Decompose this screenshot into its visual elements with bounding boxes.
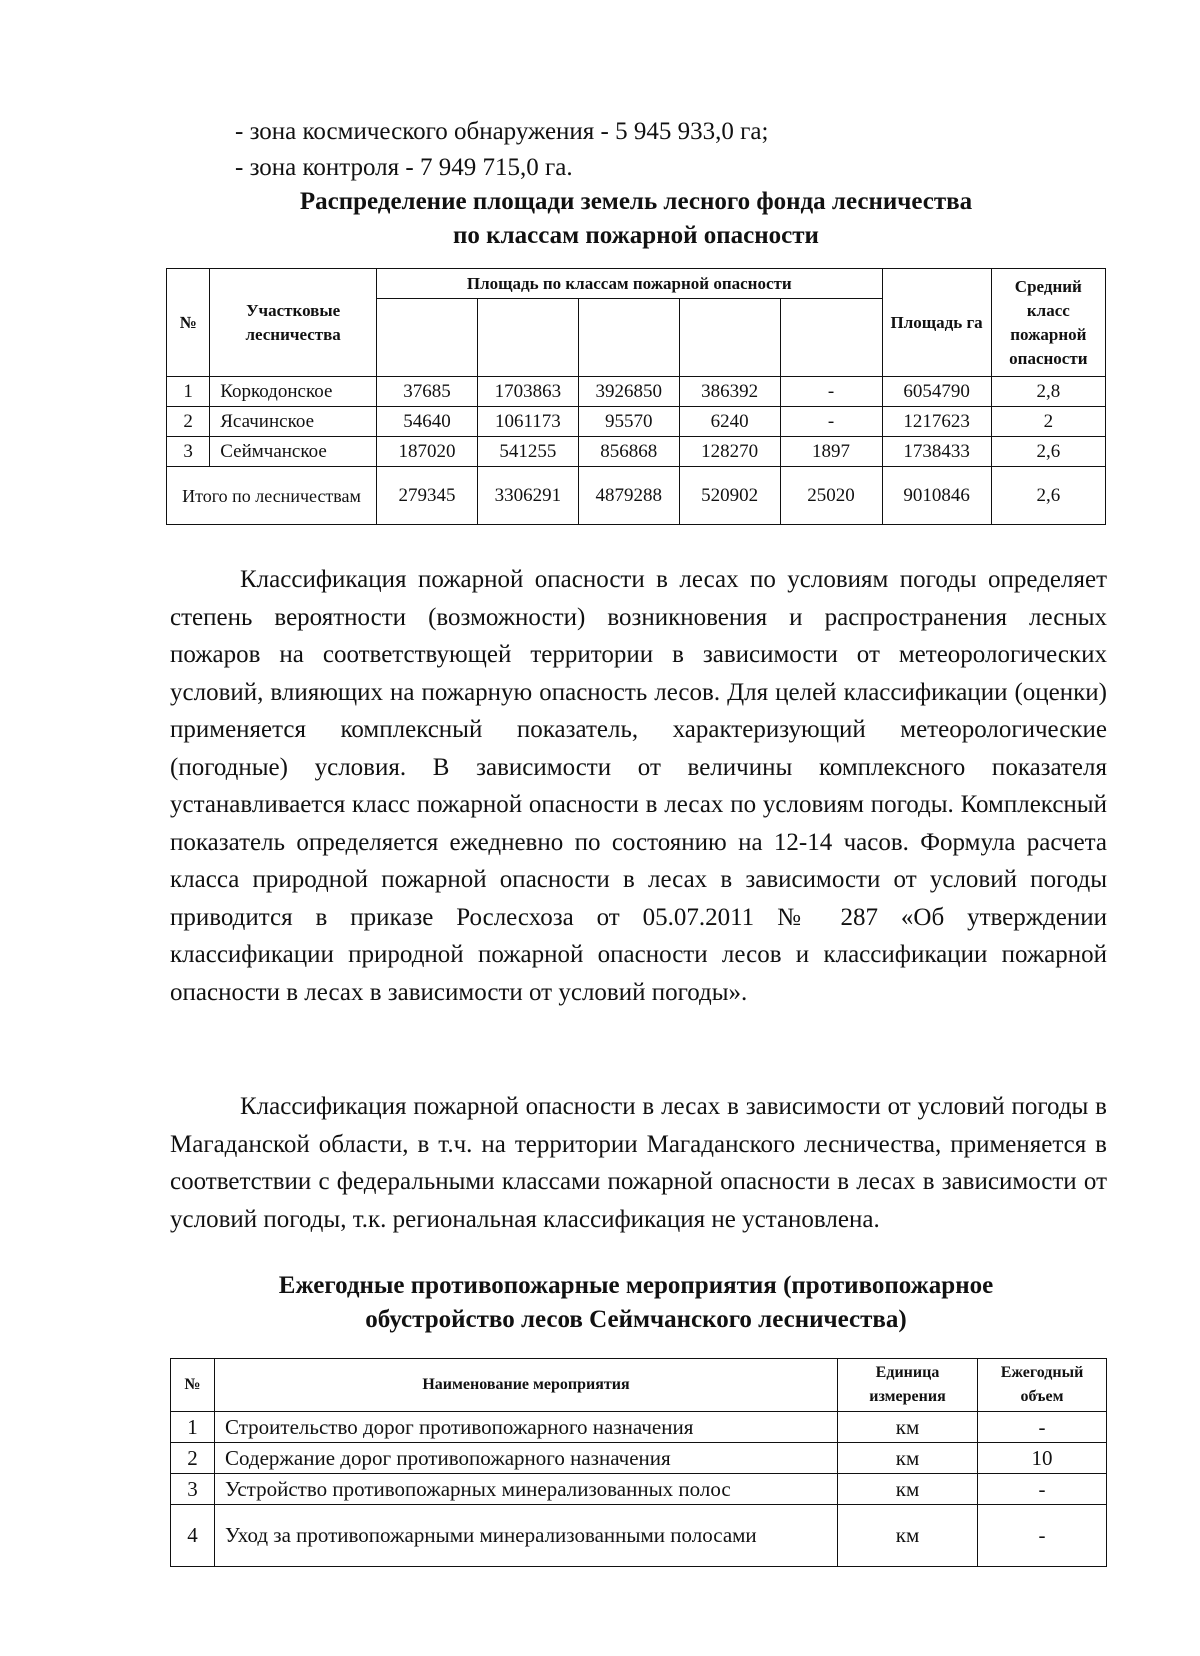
header-measure-name: Наименование мероприятия <box>215 1359 838 1412</box>
total-class-5: 25020 <box>780 467 882 525</box>
row-volume: - <box>978 1412 1107 1443</box>
row-name: Содержание дорог противопожарного назначения <box>215 1443 838 1474</box>
paragraph-classification-magadan: Классификация пожарной опасности в лесах в зависимости от условий погоды в Магаданской области, в т.ч. на территории Магаданского лесничества, применяется в соответствии с федеральными классами пожарной опасности в лесах в зависимости от условий погоды, т.к. региональная классификация не установлена. <box>170 1093 1107 1233</box>
header-area-ha: Площадь га <box>882 269 991 377</box>
table-row <box>167 407 1106 437</box>
row-num: 4 <box>171 1505 215 1567</box>
row-num: 2 <box>171 1443 215 1474</box>
row-unit: км <box>838 1443 978 1474</box>
table2-title-line1: Ежегодные противопожарные мероприятия (противопожарное <box>278 1272 994 1299</box>
row-unit: км <box>838 1505 978 1567</box>
header-class-4 <box>679 299 780 377</box>
row-area: 1217623 <box>882 407 991 437</box>
total-label: Итого по лесничествам <box>167 467 377 525</box>
row-name: Строительство дорог противопожарного назначения <box>215 1412 838 1443</box>
row-volume: - <box>978 1474 1107 1505</box>
row-name: Уход за противопожарными минерализованными полосами <box>215 1505 838 1567</box>
row-class-2: 1061173 <box>477 407 578 437</box>
row-num: 3 <box>171 1474 215 1505</box>
row-name: Сеймчанское <box>210 437 377 467</box>
header-forestry-name: Участковые лесничества <box>210 269 377 377</box>
row-name: Коркодонское <box>210 377 377 407</box>
header-class-5 <box>780 299 882 377</box>
total-class-1: 279345 <box>377 467 478 525</box>
header-average-class: Средний класс пожарной опасности <box>991 269 1105 377</box>
total-class-2: 3306291 <box>477 467 578 525</box>
row-class-5: 1897 <box>780 437 882 467</box>
row-class-5: - <box>780 407 882 437</box>
row-class-1: 54640 <box>377 407 478 437</box>
table-row <box>171 1505 1107 1567</box>
fire-prevention-measures-table <box>170 1358 1107 1567</box>
row-class-3: 856868 <box>578 437 679 467</box>
total-class-3: 4879288 <box>578 467 679 525</box>
row-num: 1 <box>167 377 210 407</box>
row-name: Устройство противопожарных минерализованных полос <box>215 1474 838 1505</box>
header-class-2 <box>477 299 578 377</box>
row-class-4: 6240 <box>679 407 780 437</box>
total-area: 9010846 <box>882 467 991 525</box>
table1-title-line1: Распределение площади земель лесного фонда лесничества <box>299 188 973 215</box>
table2-title-line2: обустройство лесов Сеймчанского лесничества) <box>365 1306 907 1333</box>
header-class-1 <box>377 299 478 377</box>
total-average: 2,6 <box>991 467 1105 525</box>
table-total-row <box>167 467 1106 525</box>
table-row <box>167 377 1106 407</box>
row-unit: км <box>838 1412 978 1443</box>
row-class-5: - <box>780 377 882 407</box>
header-unit: Единица измерения <box>838 1359 978 1412</box>
row-area: 1738433 <box>882 437 991 467</box>
header-area-by-classes: Площадь по классам пожарной опасности <box>377 269 883 299</box>
table-row <box>171 1474 1107 1505</box>
header-annual-volume: Ежегодный объем <box>978 1359 1107 1412</box>
row-area: 6054790 <box>882 377 991 407</box>
header-num: № <box>171 1359 215 1412</box>
table-row <box>171 1412 1107 1443</box>
row-class-3: 3926850 <box>578 377 679 407</box>
row-num: 3 <box>167 437 210 467</box>
bullet-control-zone: - зона контроля - 7 949 715,0 га. <box>235 154 573 181</box>
row-class-2: 1703863 <box>477 377 578 407</box>
row-name: Ясачинское <box>210 407 377 437</box>
paragraph-classification-weather: Классификация пожарной опасности в лесах по условиям погоды определяет степень вероятности (возможности) возникновения и распространения лесных пожаров на соответствующей территории в зависимости от метеорологических условий, влияющих на пожарную опасность лесов. Для целей классификации (оценки) применяется комплексный показатель, характеризующий метеорологические (погодные) условия. В зависимости от величины комплексного показателя устанавливается класс пожарной опасности в лесах по условиям погоды. Комплексный показатель определяется ежедневно по состоянию на 12-14 часов. Формула расчета класса природной пожарной опасности в лесах в зависимости от условий погоды приводится в приказе Рослесхоза от 05.07.2011 № 287 «Об утверждении классификации природной пожарной опасности лесов и классификации пожарной опасности в лесах в зависимости от условий погоды». <box>170 566 1107 1006</box>
total-class-4: 520902 <box>679 467 780 525</box>
row-volume: 10 <box>978 1443 1107 1474</box>
row-average: 2 <box>991 407 1105 437</box>
table-row <box>167 437 1106 467</box>
row-volume: - <box>978 1505 1107 1567</box>
row-class-4: 128270 <box>679 437 780 467</box>
row-class-4: 386392 <box>679 377 780 407</box>
row-average: 2,6 <box>991 437 1105 467</box>
row-class-3: 95570 <box>578 407 679 437</box>
header-class-3 <box>578 299 679 377</box>
table1-title-line2: по классам пожарной опасности <box>453 222 819 249</box>
row-class-2: 541255 <box>477 437 578 467</box>
row-num: 1 <box>171 1412 215 1443</box>
row-num: 2 <box>167 407 210 437</box>
row-unit: км <box>838 1474 978 1505</box>
fire-class-area-table <box>166 268 1106 525</box>
table-row <box>171 1443 1107 1474</box>
row-class-1: 37685 <box>377 377 478 407</box>
row-class-1: 187020 <box>377 437 478 467</box>
header-num: № <box>167 269 210 377</box>
bullet-space-detection-zone: - зона космического обнаружения - 5 945 933,0 га; <box>235 118 769 145</box>
row-average: 2,8 <box>991 377 1105 407</box>
